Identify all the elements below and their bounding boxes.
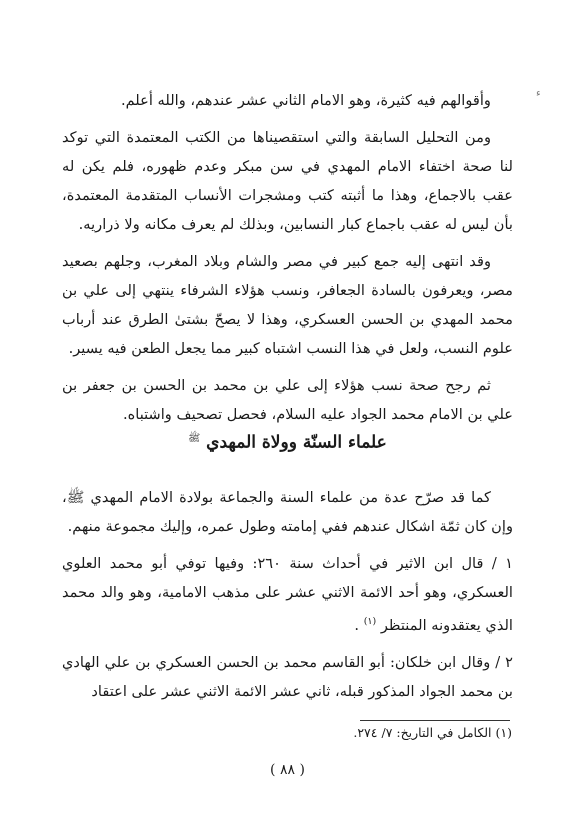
paragraph-4: ثم رجح صحة نسب هؤلاء إلى علي بن محمد بن الحسن بن جعفر بن علي بن الامام محمد الجواد عليه السلام، فحصل تصحيف واشتباه. — [62, 377, 513, 423]
lower-text-block — [62, 483, 513, 706]
corner-mark: ء — [536, 88, 541, 99]
list-item-1-text: ١ / قال ابن الاثير في أحداث سنة ٢٦٠: وفيها توفي أبو محمد العلوي العسكري، وهو أحد الائمة الاثني عشر على مذهب الامامية، وهو والد محمد الذي يعتقدونه المنتظر — [62, 555, 513, 634]
paragraph-3: وقد انتهى إليه جمع كبير في مصر والشام وبلاد المغرب، وجلهم بصعيد مصر، ويعرفون بالسادة الجعافر، ونسب هؤلاء الشرفاء ينتهي إلى علي بن محمد المهدي بن الحسن العسكري، وهذا لا يصحّ بشتىٰ الطرق عند أرباب علوم النسب، ولعل في هذا النسب اشتباه كبير مما يجعل الطعن فيه يسير. — [62, 253, 513, 357]
intro-paragraph: كما قد صرّح عدة من علماء السنة والجماعة بولادة الامام المهدي ﷺ، وإن كان ثمّة اشكال عندهم ففي إمامته وطول عمره، وإليك مجموعة منهم. — [62, 489, 513, 535]
page-number: ( ٨٨ ) — [270, 762, 305, 778]
list-item-2: ٢ / وقال ابن خلكان: أبو القاسم محمد بن الحسن العسكري بن علي الهادي بن محمد الجواد المذكور قبله، ثاني عشر الائمة الاثني عشر على اعتقاد — [62, 653, 513, 700]
upper-text-block — [62, 86, 513, 429]
list-item-1 — [62, 549, 513, 640]
paragraph-1: وأقوالهم فيه كثيرة، وهو الامام الثاني عشر عندهم، والله أعلم. — [120, 92, 491, 109]
footnote-divider — [360, 720, 510, 721]
section-heading — [62, 432, 513, 453]
section-heading-text: علماء السنّة وولاة المهدي — [206, 432, 387, 453]
footnote-reference[interactable]: (١) — [363, 616, 377, 627]
paragraph-2: ومن التحليل السابقة والتي استقصيناها من الكتب المعتمدة التي توكد لنا صحة اختفاء الامام المهدي في سن مبكر وعدم ظهوره، فلم يكن له عقب بالاجماع، وهذا ما أثبته كتب ومشجرات الأنساب المتقدمة المعتمدة، بأن ليس له عقب باجماع كبار النسابين، وبذلك لم يعرف مكانه ولا ذراريه. — [62, 129, 513, 233]
honorific-glyph: ﷺ — [188, 433, 201, 444]
footnote: (١) الكامل في التاريخ: ٧/ ٢٧٤. — [353, 725, 512, 740]
list-item-1-tail: . — [354, 616, 360, 634]
